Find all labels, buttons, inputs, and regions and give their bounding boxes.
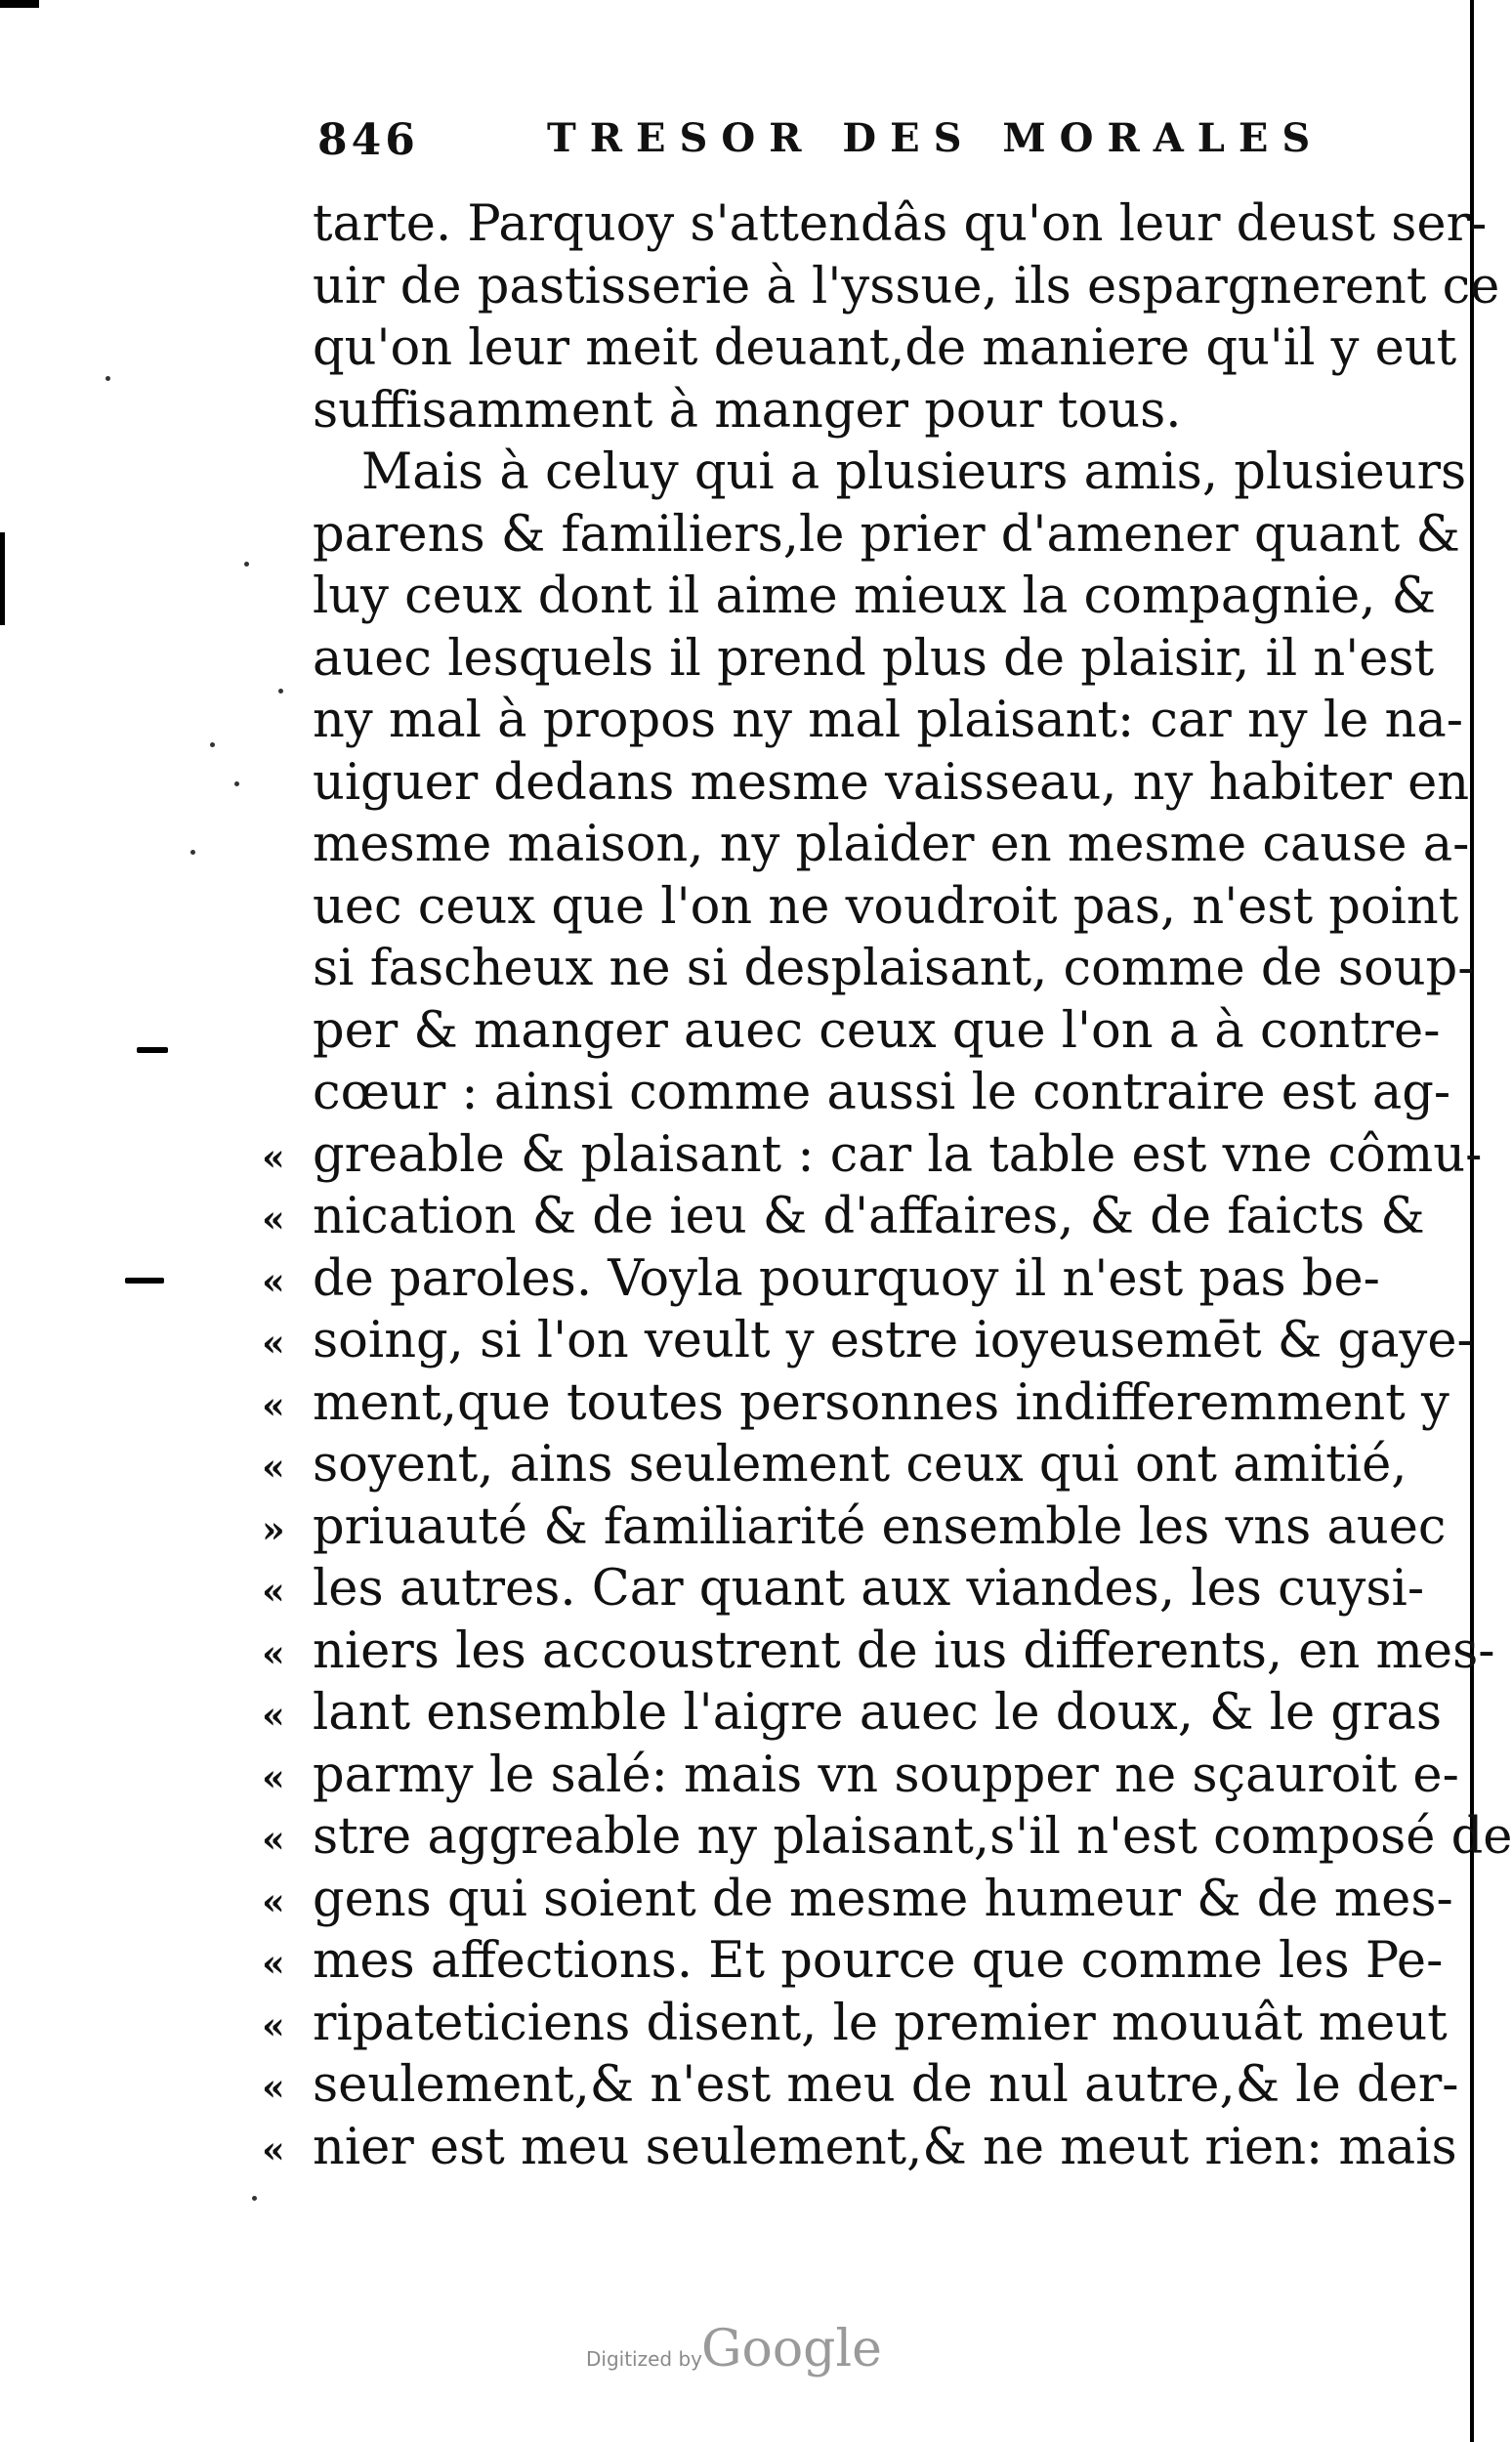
- margin-speck: [278, 689, 283, 694]
- line-text: per & manger auec ceux que l'on a à contre-: [313, 1001, 1441, 1060]
- running-header: [317, 115, 1372, 184]
- line-text: ny mal à propos ny mal plaisant: car ny le na-: [313, 692, 1464, 749]
- line-text: uir de pastisserie à l'yssue, ils espargnerent ce: [313, 257, 1500, 316]
- text-line: [262, 2054, 1459, 2117]
- margin-speck: [210, 742, 215, 747]
- text-line: [262, 1558, 1425, 1621]
- text-line: [262, 1930, 1444, 1993]
- running-title: TRESOR DES MORALES: [547, 115, 1324, 161]
- line-text: parens & familiers,le prier d'amener quant &: [313, 505, 1460, 564]
- line-text: stre aggreable ny plaisant,s'il n'est composé de: [313, 1808, 1512, 1866]
- text-line: [313, 690, 1464, 752]
- line-text: mes affections. Et pource que comme les Pe-: [313, 1932, 1444, 1990]
- margin-speck: [234, 781, 239, 786]
- quote-marker: «: [262, 2126, 285, 2171]
- text-line: [262, 1186, 1425, 1248]
- line-text: gens qui soient de mesme humeur & de mes-: [313, 1870, 1453, 1928]
- text-line: [262, 2117, 1457, 2179]
- line-text: tarte. Parquoy s'attendâs qu'on leur deust ser-: [313, 195, 1488, 253]
- line-text: lant ensemble l'aigre auec le doux, & le gras: [313, 1684, 1443, 1742]
- text-line: [313, 193, 1488, 256]
- line-text: les autres. Car quant aux viandes, les cuysi-: [313, 1560, 1425, 1618]
- text-line: [262, 1248, 1387, 1311]
- google-logo: Google: [701, 2320, 882, 2379]
- quote-marker: »: [262, 1506, 285, 1551]
- body-text: [262, 193, 1512, 2178]
- margin-dash: [137, 1047, 168, 1053]
- scan-artifact: [0, 0, 39, 8]
- digitized-label: Digitized by: [586, 2347, 702, 2371]
- margin-speck: [105, 376, 110, 381]
- line-text: cœur : ainsi comme aussi le contraire est ag-: [313, 1064, 1451, 1121]
- line-text: de paroles. Voyla pourquoy il n'est pas be-: [313, 1249, 1380, 1308]
- line-text: nier est meu seulement,& ne meut rien: mais: [313, 2118, 1457, 2176]
- text-line: [262, 1745, 1459, 1807]
- page-edge-line: [1470, 0, 1474, 2442]
- quote-marker: «: [262, 1134, 285, 1179]
- line-text: soyent, ains seulement ceux qui ont amitié,: [313, 1436, 1407, 1494]
- line-text: Mais à celuy qui a plusieurs amis, plusieurs: [361, 443, 1467, 501]
- line-text: parmy le salé: mais vn soupper ne sçauroit e-: [313, 1746, 1459, 1804]
- text-line: [313, 504, 1460, 567]
- text-line: [262, 1621, 1495, 1683]
- text-line: [313, 380, 1387, 442]
- line-text: ripateticiens disent, le premier mouuât meut: [313, 1994, 1448, 2052]
- text-line: [313, 256, 1500, 318]
- margin-speck: [244, 562, 249, 567]
- text-line: [313, 317, 1457, 380]
- quote-marker: «: [262, 1445, 285, 1489]
- line-text: nication & de ieu & d'affaires, & de faicts &: [313, 1188, 1425, 1245]
- text-line: [313, 876, 1459, 939]
- line-text: luy ceux dont il aime mieux la compagnie, &: [313, 568, 1437, 625]
- text-line: [313, 566, 1437, 628]
- line-text: niers les accoustrent de ius differents, en mes-: [313, 1621, 1495, 1680]
- line-text: soing, si l'on veult y estre ioyeusemēt & gaye-: [313, 1312, 1474, 1369]
- quote-marker: «: [262, 1754, 285, 1799]
- quote-marker: «: [262, 1197, 285, 1241]
- quote-marker: «: [262, 2065, 285, 2109]
- line-text: auec lesquels il prend plus de plaisir, il n'est: [313, 629, 1435, 688]
- page-number: 846: [317, 115, 419, 165]
- line-text: priuauté & familiarité ensemble les vns auec: [313, 1497, 1447, 1556]
- line-text: suffisamment à manger pour tous.: [313, 381, 1182, 440]
- line-text: greable & plaisant : car la table est vne cômu-: [313, 1125, 1483, 1184]
- line-text: uiguer dedans mesme vaisseau, ny habiter en: [313, 753, 1470, 812]
- line-text: ment,que toutes personnes indifferemment y: [313, 1373, 1449, 1432]
- page-edge-mark: [0, 532, 5, 625]
- quote-marker: «: [262, 1321, 285, 1365]
- quote-marker: «: [262, 1569, 285, 1613]
- text-line: [262, 1434, 1407, 1496]
- quote-marker: «: [262, 2002, 285, 2047]
- text-line: [262, 1993, 1448, 2055]
- line-text: qu'on leur meit deuant,de maniere qu'il y eut: [313, 319, 1457, 377]
- quote-marker: «: [262, 1258, 285, 1303]
- text-line: [262, 1124, 1483, 1187]
- text-line: [262, 1682, 1443, 1745]
- text-line: [313, 628, 1435, 691]
- text-line: [313, 938, 1475, 1000]
- line-text: mesme maison, ny plaider en mesme cause a-: [313, 816, 1470, 873]
- text-line: [262, 1869, 1453, 1931]
- line-text: seulement,& n'est meu de nul autre,& le der-: [313, 2056, 1459, 2114]
- line-text: uec ceux que l'on ne voudroit pas, n'est point: [313, 877, 1459, 936]
- quote-marker: «: [262, 1382, 285, 1427]
- digitized-watermark: [586, 2320, 938, 2379]
- quote-marker: «: [262, 1693, 285, 1737]
- margin-dash: [125, 1278, 164, 1284]
- text-line: [262, 1806, 1512, 1869]
- text-line: [262, 1310, 1474, 1372]
- margin-speck: [190, 850, 195, 855]
- text-line: [262, 1372, 1449, 1435]
- quote-marker: «: [262, 1817, 285, 1861]
- quote-marker: «: [262, 1941, 285, 1985]
- paragraph-start-line: [313, 442, 1467, 504]
- text-line: [313, 814, 1470, 876]
- text-line: [262, 1496, 1447, 1559]
- quote-marker: «: [262, 1878, 285, 1923]
- quote-marker: «: [262, 1630, 285, 1675]
- margin-speck: [252, 2196, 257, 2201]
- text-line: [313, 1000, 1441, 1063]
- line-text: si fascheux ne si desplaisant, comme de soup-: [313, 940, 1475, 997]
- text-line: [313, 752, 1470, 815]
- text-line: [313, 1062, 1451, 1124]
